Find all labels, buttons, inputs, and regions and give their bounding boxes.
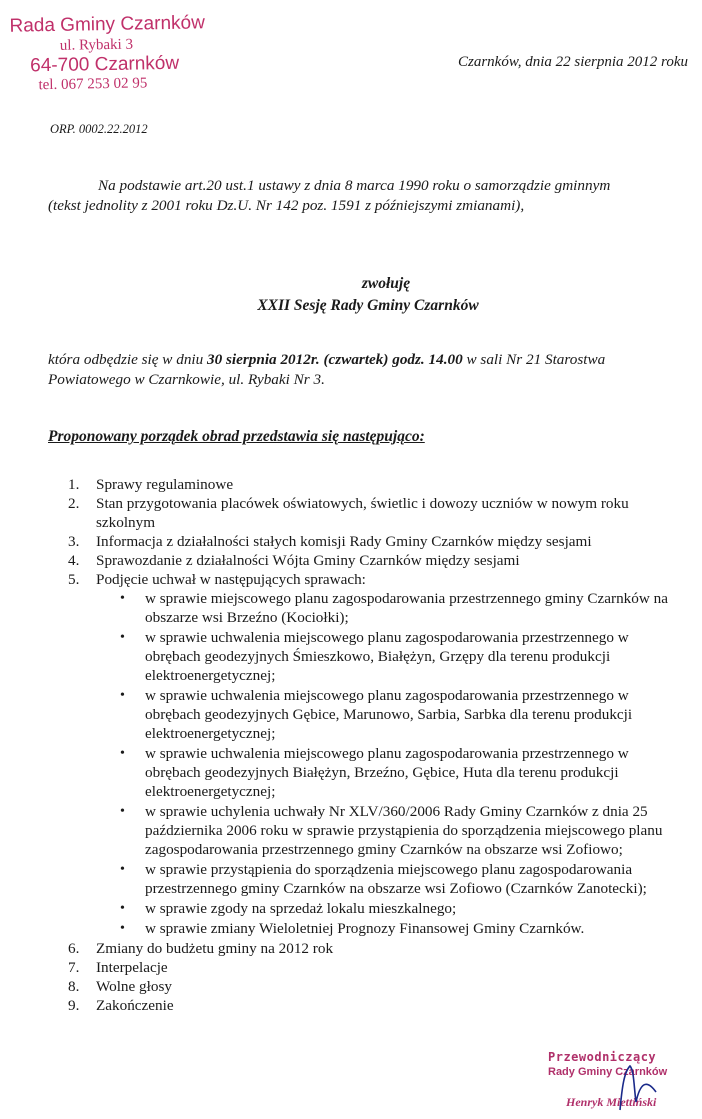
stamp-line-postcode: 64-700 Czarnków (30, 52, 180, 77)
resolutions-list (96, 589, 688, 938)
stamp-line-street: ul. Rybaki 3 (59, 36, 134, 54)
agenda-heading: Proponowany porządek obrad przedstawia się następująco: (48, 428, 425, 445)
resolution-text: w sprawie przystąpienia do sporządzenia miejscowego planu zagospodarowania przestrzennego gminy Czarnków na obszarze wsi Zofiowo (Czarnków Zanotecki); (145, 861, 647, 897)
bullet-icon: • (120, 921, 125, 936)
session-title: XXII Sesję Rady Gminy Czarnków (257, 297, 479, 314)
resolution-text: w sprawie uchwalenia miejscowego planu zagospodarowania przestrzennego w obrębach geodezyjnych Śmieszkowo, Białężyn, Grzępy dla terenu produkcji elektroenergetycznej; (145, 629, 629, 684)
meeting-venue-start: w sali Nr 21 Starostwa (462, 351, 606, 368)
bullet-icon: • (120, 804, 125, 819)
agenda-item-text: Sprawozdanie z działalności Wójta Gminy Czarnków między sesjami (96, 552, 520, 569)
legal-basis-line-2: (tekst jednolity z 2001 roku Dz.U. Nr 142 poz. 1591 z późniejszymi zmianami), (48, 197, 525, 214)
stamp-line-phone: tel. 067 253 02 95 (38, 75, 148, 94)
meeting-prefix: która odbędzie się w dniu (48, 351, 208, 368)
resolution-item (96, 686, 688, 743)
agenda-item-text: Informacja z działalności stałych komisji Rady Gminy Czarnków między sesjami (96, 533, 592, 550)
resolution-text: w sprawie miejscowego planu zagospodarowania przestrzennego gminy Czarnków na obszarze wsi Brzeźno (Kociołki); (145, 590, 668, 626)
bullet-icon: • (120, 688, 125, 703)
resolution-item (96, 919, 688, 938)
signature-name: Henryk Miettiński (566, 1095, 657, 1109)
resolution-item (96, 802, 688, 859)
agenda-item (68, 977, 688, 996)
agenda-item (68, 939, 688, 958)
reference-number: ORP. 0002.22.2012 (50, 122, 148, 136)
agenda-item-text: Zmiany do budżetu gminy na 2012 rok (96, 940, 334, 957)
agenda-item-text: Sprawy regulaminowe (96, 476, 234, 493)
agenda-item-number: 3. (68, 533, 80, 550)
resolution-text: w sprawie zgody na sprzedaż lokalu mieszkalnego; (145, 900, 457, 917)
resolution-item (96, 744, 688, 801)
agenda-item (68, 996, 688, 1015)
agenda-item-number: 8. (68, 978, 80, 995)
agenda-item (68, 532, 688, 551)
agenda-item (68, 475, 688, 494)
resolution-item (96, 589, 688, 627)
agenda-item-number: 2. (68, 495, 80, 512)
agenda-item-number: 7. (68, 959, 80, 976)
meeting-line-1 (48, 350, 688, 370)
resolution-text: w sprawie uchylenia uchwały Nr XLV/360/2006 Rady Gminy Czarnków z dnia 25 października 2006 roku w sprawie przystąpienia do sporządzenia miejscowego planu zagospodarowania przestrzennego gminy Czarnków na obszarze wsi Zofiowo; (145, 803, 663, 858)
stamp-line-name: Rada Gminy Czarnków (9, 12, 206, 37)
bullet-icon: • (120, 630, 125, 645)
legal-basis-line-1: Na podstawie art.20 ust.1 ustawy z dnia 8 marca 1990 roku o samorządzie gminnym (98, 177, 611, 194)
place-and-date: Czarnków, dnia 22 sierpnia 2012 roku (457, 54, 688, 70)
convene-verb: zwołuję (361, 275, 411, 292)
agenda-item-number: 9. (68, 997, 80, 1014)
signature-body: Rady Gminy Czarnków (548, 1066, 668, 1078)
agenda-item-text: Wolne głosy (96, 978, 172, 995)
agenda-item-text: Zakończenie (96, 997, 174, 1014)
agenda-item (68, 551, 688, 570)
agenda-item (68, 494, 688, 532)
council-stamp (7, 12, 208, 94)
meeting-line-2: Powiatowego w Czarnkowie, ul. Rybaki Nr 3. (48, 371, 325, 388)
agenda-item-number: 5. (68, 571, 80, 588)
bullet-icon: • (120, 746, 125, 761)
agenda-item-number: 1. (68, 476, 80, 493)
signature-title: Przewodniczący (548, 1050, 657, 1064)
resolution-item (96, 628, 688, 685)
agenda-item-number: 6. (68, 940, 80, 957)
resolution-text: w sprawie uchwalenia miejscowego planu zagospodarowania przestrzennego w obrębach geodezyjnych Białężyn, Brzeźno, Gębice, Huta dla terenu produkcji elektroenergetycznej; (145, 745, 629, 800)
meeting-date-time: 30 sierpnia 2012r. (czwartek) godz. 14.00 (207, 351, 463, 368)
resolution-text: w sprawie zmiany Wieloletniej Prognozy Finansowej Gminy Czarnków. (145, 920, 585, 937)
agenda-item-text: Podjęcie uchwał w następujących sprawach: (96, 571, 366, 588)
agenda-item-text: Stan przygotowania placówek oświatowych, świetlic i dowozy uczniów w nowym roku szkolnym (96, 495, 629, 531)
agenda-item (68, 570, 688, 938)
agenda-item-number: 4. (68, 552, 80, 569)
legal-basis (48, 176, 688, 216)
resolution-item (96, 899, 688, 918)
agenda-item (68, 958, 688, 977)
resolution-item (96, 860, 688, 898)
agenda-item-text: Interpelacje (96, 959, 168, 976)
bullet-icon: • (120, 862, 125, 877)
bullet-icon: • (120, 901, 125, 916)
resolution-text: w sprawie uchwalenia miejscowego planu zagospodarowania przestrzennego w obrębach geodezyjnych Gębice, Marunowo, Sarbia, Sarbka dla terenu produkcji elektroenergetycznej; (145, 687, 633, 742)
agenda-list (68, 475, 688, 1015)
bullet-icon: • (120, 591, 125, 606)
convocation (0, 273, 702, 317)
meeting-details (48, 350, 688, 390)
handwritten-signature-icon (600, 1058, 660, 1114)
